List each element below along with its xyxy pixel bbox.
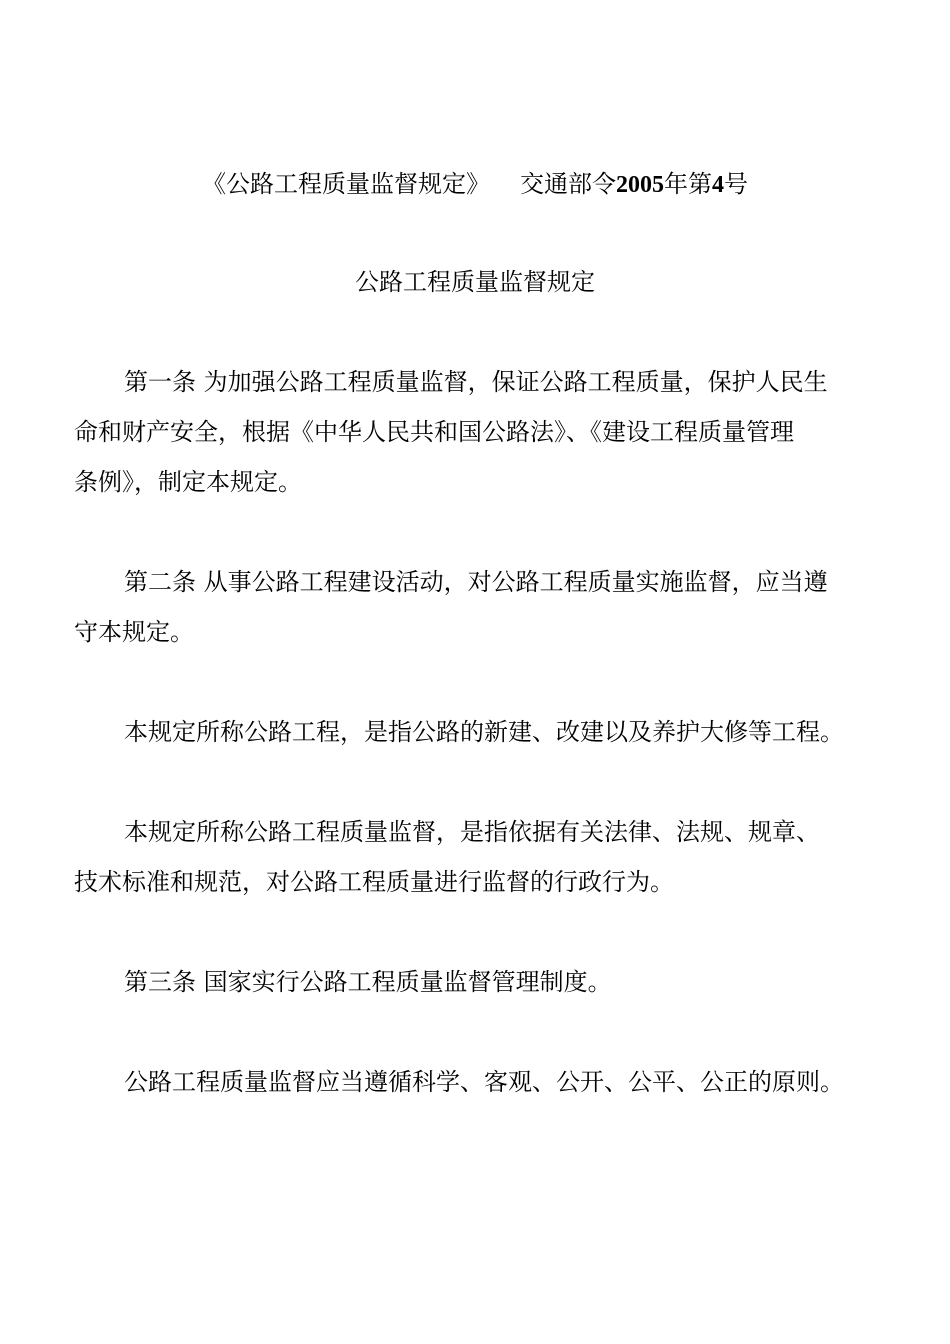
- document-header: [0, 168, 950, 201]
- header-order-suffix: 号: [724, 170, 748, 198]
- paragraph-line: 第二条 从事公路工程建设活动，对公路工程质量实施监督，应当遵: [124, 568, 828, 596]
- document-title: 公路工程质量监督规定: [355, 268, 595, 296]
- paragraph-line: 第一条 为加强公路工程质量监督，保证公路工程质量，保护人民生: [124, 368, 828, 396]
- header-order-year: 2005: [616, 172, 664, 198]
- paragraph-line: 条例》，制定本规定。: [74, 468, 302, 496]
- header-order-prefix: 交通部令: [520, 170, 616, 198]
- header-order-mid: 年第: [664, 170, 712, 198]
- paragraph-line: 公路工程质量监督应当遵循科学、客观、公开、公平、公正的原则。: [124, 1068, 844, 1096]
- header-order-num: 4: [712, 172, 724, 198]
- paragraph-line: 技术标准和规范，对公路工程质量进行监督的行政行为。: [74, 868, 674, 896]
- paragraph-line: 本规定所称公路工程质量监督，是指依据有关法律、法规、规章、: [124, 818, 820, 846]
- paragraph-line: 命和财产安全，根据《中华人民共和国公路法》、《建设工程质量管理: [74, 418, 794, 446]
- header-title-quote: 《公路工程质量监督规定》: [202, 170, 490, 198]
- paragraph-line: 守本规定。: [74, 618, 194, 646]
- paragraph-line: 本规定所称公路工程，是指公路的新建、改建以及养护大修等工程。: [124, 718, 844, 746]
- paragraph-line: 第三条 国家实行公路工程质量监督管理制度。: [124, 968, 612, 996]
